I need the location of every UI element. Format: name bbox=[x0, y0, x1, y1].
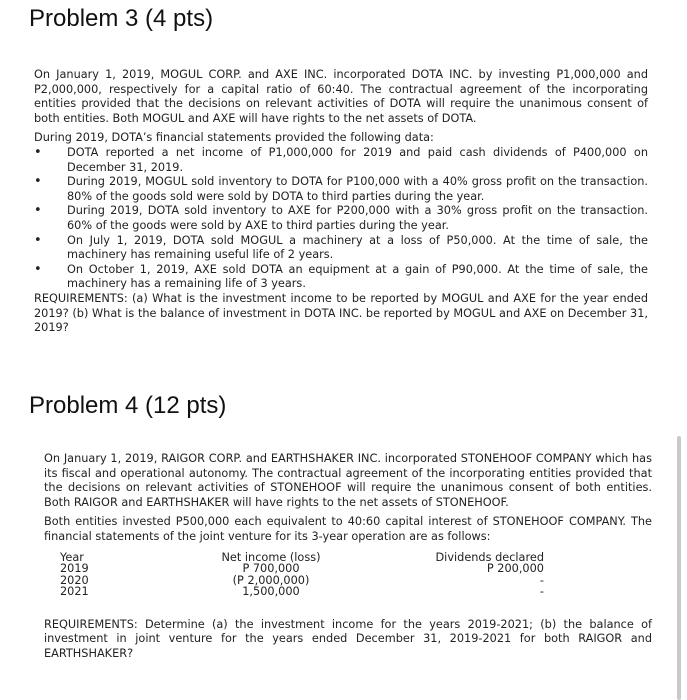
list-item: • DOTA reported a net income of P1,000,000 for 2019 and paid cash dividends of P400,000 on December 31, 2019. bbox=[34, 146, 648, 175]
year-column bbox=[60, 552, 89, 598]
list-item: • On July 1, 2019, DOTA sold MOGUL a machinery at a loss of P50,000. At the time of sale, the machinery has remaining useful life of 2 years. bbox=[34, 234, 648, 263]
table-cell: (P 2,000,000) bbox=[232, 573, 310, 587]
problem-3-lead: During 2019, DOTA’s financial statements provided the following data: bbox=[34, 131, 434, 145]
net-income-header: Net income (loss) bbox=[221, 550, 321, 564]
problem-4-para2: Both entities invested P500,000 each equivalent to 40:60 capital interest of STONEHOOF COMPANY. The financial statements of the joint venture for its 3-year operation are as follows: bbox=[44, 515, 652, 543]
vertical-scrollbar[interactable] bbox=[677, 436, 681, 700]
problem-3-bullet-list bbox=[34, 146, 648, 292]
table-cell: 2019 bbox=[60, 562, 89, 576]
table-cell: 2020 bbox=[60, 573, 89, 587]
problem-4-title: Problem 4 (12 pts) bbox=[29, 392, 227, 419]
joint-venture-table bbox=[44, 552, 652, 614]
table-cell: 2021 bbox=[60, 585, 89, 599]
problem-4-intro: On January 1, 2019, RAIGOR CORP. and EARTHSHAKER INC. incorporated STONEHOOF COMPANY which has its fiscal and operational autonomy. The contractual agreement of the incorporating entities provided that the decisions on relevant activities of STONEHOOF will require the unanimous consent of both entities. Both RAIGOR and EARTHSHAKER will have rights to the net assets of STONEHOOF. bbox=[44, 452, 652, 509]
table-cell: P 700,000 bbox=[242, 562, 300, 576]
dividends-header: Dividends declared bbox=[435, 550, 544, 564]
problem-3-title: Problem 3 (4 pts) bbox=[29, 5, 214, 32]
problem-3-body bbox=[34, 68, 648, 336]
list-item: • On October 1, 2019, AXE sold DOTA an equipment at a gain of P90,000. At the time of sale, the machinery has a remaining life of 3 years. bbox=[34, 263, 648, 292]
year-header: Year bbox=[60, 550, 84, 564]
list-item: • During 2019, MOGUL sold inventory to DOTA for P100,000 with a 40% gross profit on the transaction. 80% of the goods sold were sold by DOTA to third parties during the year. bbox=[34, 175, 648, 204]
table-cell: - bbox=[539, 585, 544, 599]
list-item: • During 2019, DOTA sold inventory to AXE for P200,000 with a 30% gross profit on the transaction. 60% of the goods were sold by AXE to third parties during the year. bbox=[34, 204, 648, 233]
net-income-column bbox=[206, 552, 336, 598]
problem-4-body bbox=[44, 452, 652, 661]
table-cell: 1,500,000 bbox=[242, 585, 300, 599]
problem-3-intro: On January 1, 2019, MOGUL CORP. and AXE INC. incorporated DOTA INC. by investing P1,000,000 and P2,000,000, respectively for a capital ratio of 60:40. The contractual agreement of the incorporating entities provided that the decisions on relevant activities of DOTA will require the unanimous consent of both entities. Both MOGUL and AXE will have rights to the net assets of DOTA. bbox=[34, 68, 648, 125]
problem-4-requirements: REQUIREMENTS: Determine (a) the investment income for the years 2019-2021; (b) the balance of investment in joint venture for the years ended December 31, 2019-2021 for both RAIGOR and EARTHSHAKER? bbox=[44, 617, 652, 660]
table-cell: - bbox=[539, 573, 544, 587]
dividends-column bbox=[432, 552, 544, 598]
table-cell: P 200,000 bbox=[486, 562, 544, 576]
problem-3-requirements: REQUIREMENTS: (a) What is the investment income to be reported by MOGUL and AXE for the year ended 2019? (b) What is the balance of investment in DOTA INC. be reported by MOGUL and AXE on December 31, 2019? bbox=[34, 291, 648, 335]
